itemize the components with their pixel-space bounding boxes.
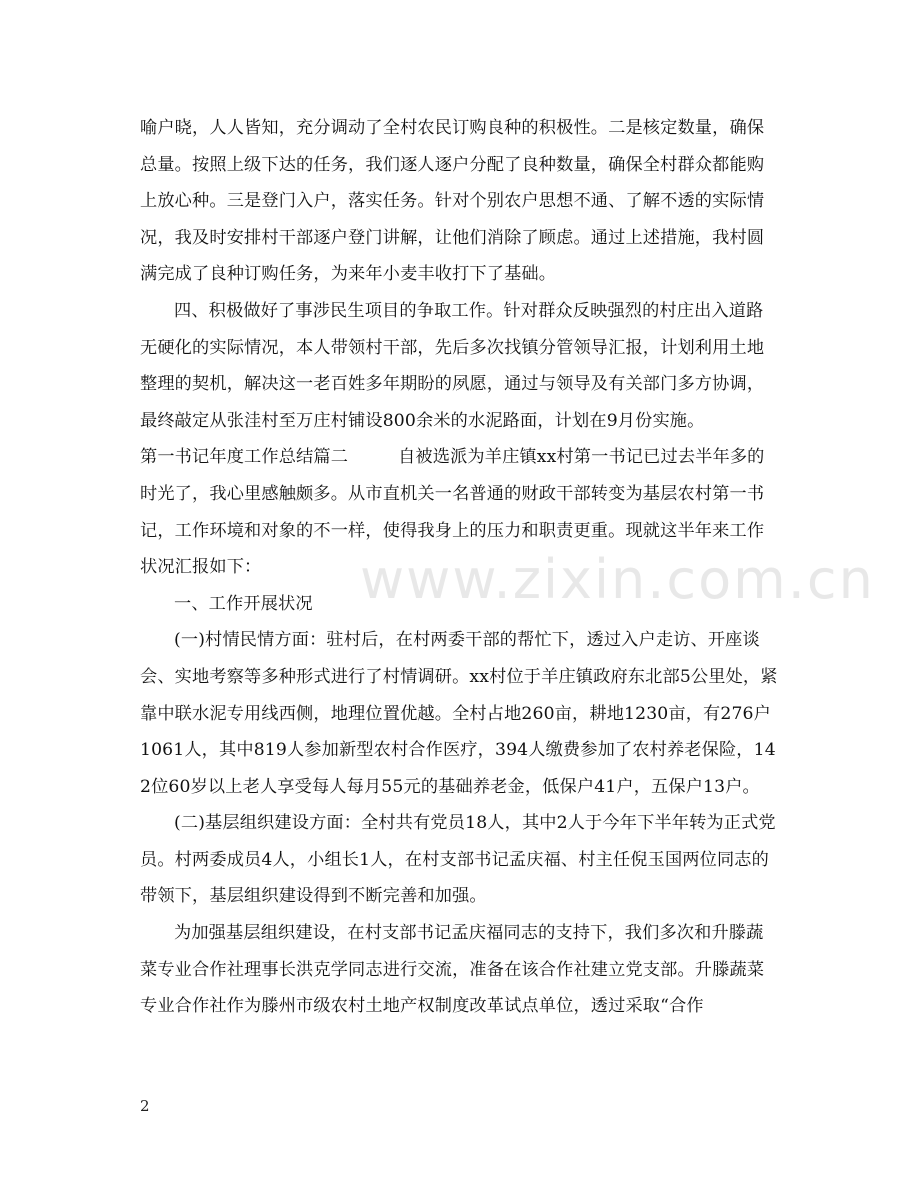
paragraph-4: 一、工作开展状况 — [174, 593, 313, 614]
paragraph-1: 喻户晓，人人皆知，充分调动了全村农民订购良种的积极性。二是核定数量，确保总量。按照上级下达的任务，我们逐人逐户分配了良种数量，确保全村群众都能购上放心种。三是登门入户，落实任务。针对个别农户思想不通、了解不透的实际情况，我及时安排村干部逐户登门讲解，让他们消除了顾虑。通过上述措施，我村圆满完成了良种订购任务，为来年小麦丰收打下了基础。 — [140, 118, 765, 285]
paragraph-6: (二)基层组织建设方面：全村共有党员18人，其中2人于今年下半年转为正式党员。村两委成员4人，小组长1人，在村支部书记孟庆福、村主任倪玉国两位同志的带领下，基层组织建设得到不断完善和加强。 — [140, 813, 776, 907]
page-number: 2 — [140, 1097, 150, 1115]
paragraph-3 — [140, 439, 780, 585]
paragraph-2: 四、积极做好了事涉民生项目的争取工作。针对群众反映强烈的村庄出入道路无硬化的实际情况，本人带领村干部，先后多次找镇分管领导汇报，计划利用土地整理的契机，解决这一老百姓多年期盼的夙愿，通过与领导及有关部门多方协调，最终敲定从张洼村至万庄村铺设800余米的水泥路面，计划在9月份实施。 — [140, 300, 765, 431]
paragraph-3-text: 自被选派为羊庄镇xx村第一书记已过去半年多的时光了，我心里感触颇多。从市直机关一名普通的财政干部转变为基层农村第一书记，工作环境和对象的不一样，使得我身上的压力和职责更重。现就这半年来工作状况汇报如下： — [140, 447, 765, 578]
paragraph-5: (一)村情民情方面：驻村后，在村两委干部的帮忙下，透过入户走访、开座谈会、实地考察等多种形式进行了村情调研。xx村位于羊庄镇政府东北部5公里处，紧靠中联水泥专用线西侧，地理位置优越。全村占地260亩，耕地1230亩，有276户1061人，其中819人参加新型农村合作医疗，394人缴费参加了农村养老保险，142位60岁以上老人享受每人每月55元的基础养老金，低保户41户，五保户13户。 — [140, 630, 778, 797]
document-body — [140, 110, 780, 1025]
section-heading: 第一书记年度工作总结篇二 — [140, 447, 349, 468]
paragraph-7: 为加强基层组织建设，在村支部书记孟庆福同志的支持下，我们多次和升滕蔬菜专业合作社理事长洪克学同志进行交流，准备在该合作社建立党支部。升滕蔬菜专业合作社作为滕州市级农村土地产权制度改革试点单位，透过采取“合作 — [140, 923, 765, 1017]
watermark: www.zixin.com.cn — [360, 548, 875, 611]
